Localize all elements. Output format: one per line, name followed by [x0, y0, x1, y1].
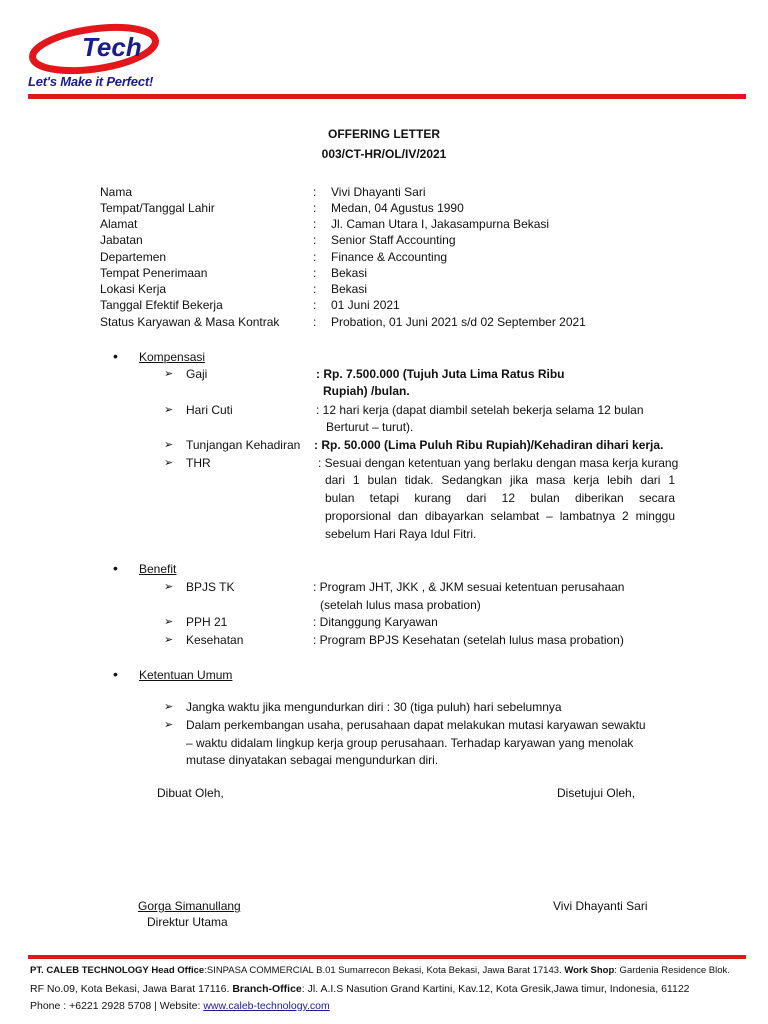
item-value-tunjangan: : Rp. 50.000 (Lima Puluh Ribu Rupiah)/Kehadiran dihari kerja. — [314, 438, 664, 452]
arrow-bullet-icon: ➢ — [164, 457, 174, 469]
ketentuan-item-mutasi-cont: mutase dinyatakan sebagai mengundurkan diri. — [186, 753, 439, 767]
footer-company: PT. CALEB TECHNOLOGY — [30, 965, 149, 976]
footer-workshop: : Gardenia Residence Blok. — [614, 965, 730, 976]
signer-left-title: Direktur Utama — [147, 915, 228, 929]
item-label-kesehatan: Kesehatan — [186, 633, 244, 647]
field-colon: : — [313, 266, 317, 280]
field-value-tempat-penerimaan: Bekasi — [331, 266, 368, 280]
item-value-kesehatan: : Program BPJS Kesehatan (setelah lulus masa probation) — [313, 633, 624, 647]
letter-title: OFFERING LETTER — [328, 127, 440, 141]
signature-approved-by: Disetujui Oleh, — [557, 786, 636, 800]
item-value-hari-cuti-cont: Berturut – turut). — [326, 420, 414, 434]
item-label-bpjs-tk: BPJS TK — [186, 580, 235, 594]
field-label-status: Status Karyawan & Masa Kontrak — [100, 315, 280, 329]
footer-line-2 — [30, 983, 690, 995]
footer-website-label: | Website: — [154, 1000, 201, 1012]
field-colon: : — [313, 250, 317, 264]
signer-left-name: Gorga Simanullang — [138, 899, 241, 913]
bullet-icon: • — [113, 348, 118, 364]
bullet-icon: • — [113, 666, 118, 682]
field-label-tempat-penerimaan: Tempat Penerimaan — [100, 266, 208, 280]
footer-branch: : Jl. A.I.S Nasution Grand Kartini, Kav.12, Kota Gresik,Jawa timur, Indonesia, 61122 — [301, 983, 690, 995]
signature-made-by: Dibuat Oleh, — [157, 786, 224, 800]
letter-number: 003/CT-HR/OL/IV/2021 — [321, 147, 447, 161]
field-value-departemen: Finance & Accounting — [331, 250, 448, 264]
item-value-gaji-cont: Rupiah) /bulan. — [323, 384, 410, 398]
field-colon: : — [313, 201, 317, 215]
field-label-ttl: Tempat/Tanggal Lahir — [100, 201, 215, 215]
item-label-pph21: PPH 21 — [186, 615, 228, 629]
arrow-bullet-icon: ➢ — [164, 719, 174, 731]
logo-text: Tech — [82, 32, 142, 62]
footer-workshop-label: Work Shop — [564, 965, 615, 976]
item-label-hari-cuti: Hari Cuti — [186, 403, 233, 417]
company-slogan: Let's Make it Perfect! — [28, 74, 154, 89]
section-heading-ketentuan-umum: Ketentuan Umum — [139, 668, 233, 682]
item-label-gaji: Gaji — [186, 367, 208, 381]
field-colon: : — [313, 185, 317, 199]
field-label-nama: Nama — [100, 185, 133, 199]
field-colon: : — [313, 298, 317, 312]
field-label-departemen: Departemen — [100, 250, 167, 264]
footer-divider — [28, 955, 746, 959]
field-value-lokasi-kerja: Bekasi — [331, 282, 368, 296]
company-logo-mark — [28, 22, 168, 78]
footer-phone: Phone : +6221 2928 5708 — [30, 1000, 152, 1012]
signer-right-name: Vivi Dhayanti Sari — [553, 899, 648, 913]
footer-workshop-address: RF No.09, Kota Bekasi, Jawa Barat 17116. — [30, 983, 230, 995]
item-value-bpjs-tk-cont: (setelah lulus masa probation) — [320, 598, 481, 612]
arrow-bullet-icon: ➢ — [164, 616, 174, 628]
footer-line-1 — [30, 965, 730, 976]
item-value-bpjs-tk: : Program JHT, JKK , & JKM sesuai ketentuan perusahaan — [313, 580, 625, 594]
bullet-icon: • — [113, 560, 118, 576]
footer-line-3 — [30, 1000, 330, 1012]
item-value-hari-cuti: : 12 hari kerja (dapat diambil setelah bekerja selama 12 bulan — [316, 403, 644, 417]
field-value-status: Probation, 01 Juni 2021 s/d 02 September 2021 — [331, 315, 586, 329]
item-value-gaji: : Rp. 7.500.000 (Tujuh Juta Lima Ratus Ribu — [316, 367, 565, 381]
arrow-bullet-icon: ➢ — [164, 368, 174, 380]
field-value-jabatan: Senior Staff Accounting — [331, 233, 456, 247]
item-value-pph21: : Ditanggung Karyawan — [313, 615, 438, 629]
footer-head-office: :SINPASA COMMERCIAL B.01 Sumarrecon Bekasi, Kota Bekasi, Jawa Barat 17143. — [204, 965, 562, 976]
arrow-bullet-icon: ➢ — [164, 581, 174, 593]
ketentuan-item-mutasi-cont: – waktu didalam lingkup kerja group perusahaan. Terhadap karyawan yang menolak — [186, 736, 634, 750]
arrow-bullet-icon: ➢ — [164, 404, 174, 416]
ketentuan-item-resign: Jangka waktu jika mengundurkan diri : 30 (tiga puluh) hari sebelumnya — [186, 700, 562, 714]
section-heading-kompensasi: Kompensasi — [139, 350, 206, 364]
footer-branch-label: Branch-Office — [232, 983, 302, 995]
item-value-thr: : Sesuai dengan ketentuan yang berlaku dengan masa kerja kurang — [318, 456, 679, 470]
arrow-bullet-icon: ➢ — [164, 701, 174, 713]
item-label-tunjangan: Tunjangan Kehadiran — [186, 438, 301, 452]
item-value-thr-cont: proporsional dan dibayarkan selambat – lambatnya 2 minggu — [325, 509, 675, 523]
footer-head-office-label: Head Office — [151, 965, 205, 976]
field-value-tanggal-efektif: 01 Juni 2021 — [331, 298, 400, 312]
field-label-lokasi-kerja: Lokasi Kerja — [100, 282, 167, 296]
item-value-thr-cont: sebelum Hari Raya Idul Fitri. — [325, 527, 477, 541]
item-label-thr: THR — [186, 456, 211, 470]
field-colon: : — [313, 282, 317, 296]
field-colon: : — [313, 315, 317, 329]
ketentuan-item-mutasi: Dalam perkembangan usaha, perusahaan dapat melakukan mutasi karyawan sewaktu — [186, 718, 646, 732]
arrow-bullet-icon: ➢ — [164, 439, 174, 451]
section-heading-benefit: Benefit — [139, 562, 177, 576]
field-colon: : — [313, 217, 317, 231]
item-value-thr-cont: dari 1 bulan tidak. Sedangkan jika masa kerja lebih dari 1 — [325, 473, 675, 487]
footer-website-link[interactable]: www.caleb-technology.com — [203, 1000, 330, 1012]
field-label-jabatan: Jabatan — [100, 233, 143, 247]
field-colon: : — [313, 233, 317, 247]
field-value-nama: Vivi Dhayanti Sari — [331, 185, 426, 199]
item-value-thr-cont: bulan tetapi kurang dari 12 bulan diberikan secara — [325, 491, 675, 505]
field-value-ttl: Medan, 04 Agustus 1990 — [331, 201, 464, 215]
field-label-tanggal-efektif: Tanggal Efektif Bekerja — [100, 298, 223, 312]
arrow-bullet-icon: ➢ — [164, 634, 174, 646]
field-label-alamat: Alamat — [100, 217, 138, 231]
field-value-alamat: Jl. Caman Utara I, Jakasampurna Bekasi — [331, 217, 550, 231]
header-divider — [28, 94, 746, 99]
